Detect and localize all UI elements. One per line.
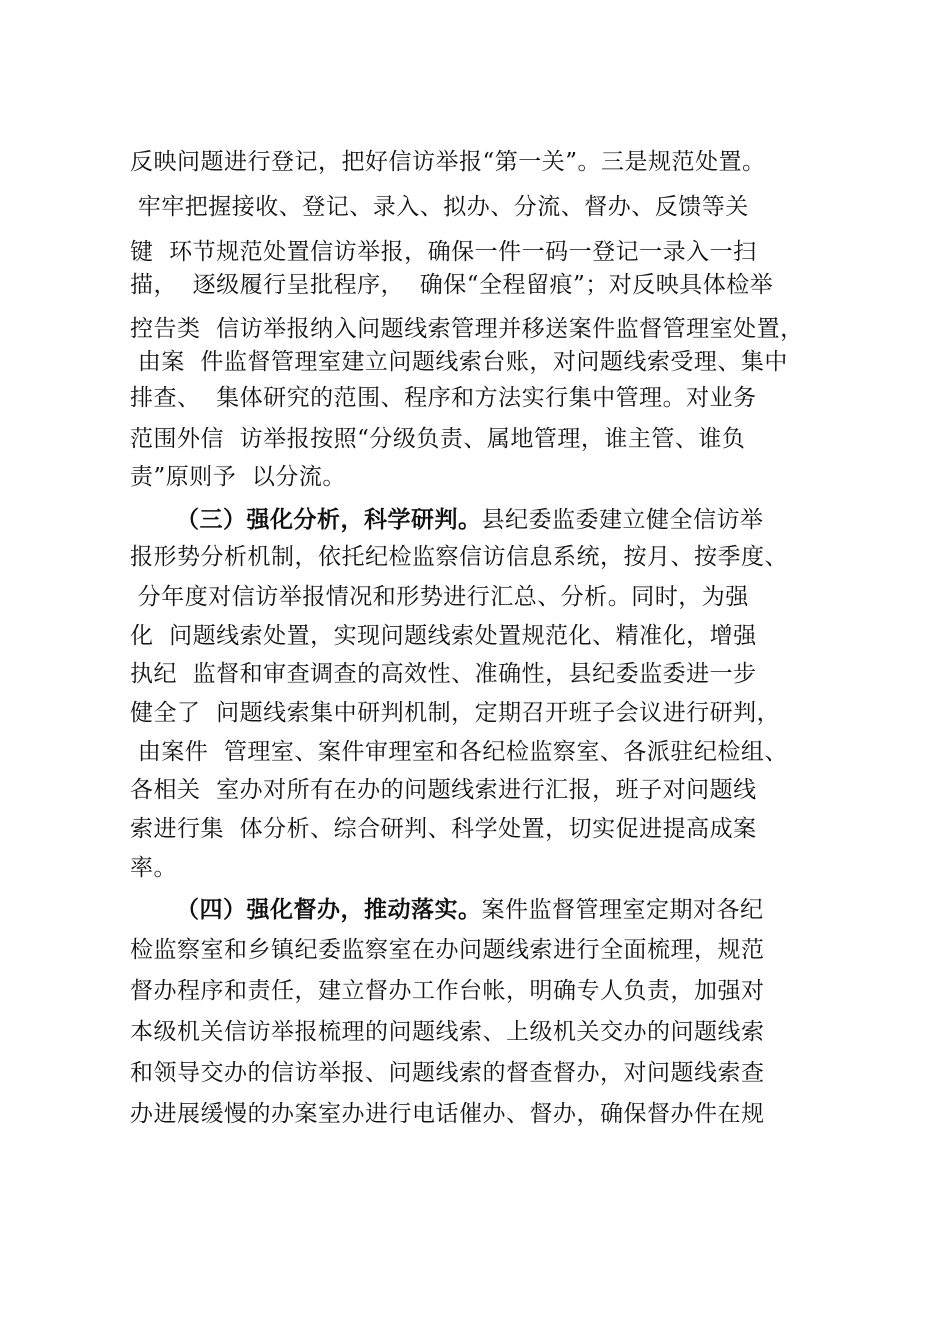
body-text-line: 键 环节规范处置信访举报，确保一件一码一登记一录入一扫 xyxy=(130,239,757,265)
body-text-line: 排查、 集体研究的范围、程序和方法实行集中管理。对业务 xyxy=(130,385,757,411)
body-text-line: 率。 xyxy=(130,855,177,881)
section-4-first-line xyxy=(176,895,764,925)
body-text-line: 分年度对信访举报情况和形势进行汇总、分析。同时，为强 xyxy=(130,584,749,610)
body-text-line: 描， 逐级履行呈批程序， 确保“全程留痕”；对反映具体检举 xyxy=(130,272,774,298)
body-text-line: 控告类 信访举报纳入问题线索管理并移送案件监督管理室处置， xyxy=(130,316,804,342)
body-text-line: 办进展缓慢的办案室办进行电话催办、督办，确保督办件在规 xyxy=(130,1101,765,1127)
body-text-line: 化 问题线索处置，实现问题线索处置规范化、精准化，增强 xyxy=(130,623,757,649)
section-4-first-line-text: 案件监督管理室定期对各纪 xyxy=(481,897,764,923)
body-text-line: 范围外信 访举报按照“分级负责、属地管理，谁主管、谁负 xyxy=(130,426,746,452)
body-text-line: 健全了 问题线索集中研判机制，定期召开班子会议进行研判， xyxy=(130,700,781,726)
body-text-line: 反映问题进行登记，把好信访举报“第一关”。三是规范处置。 xyxy=(130,149,766,175)
section-3-first-line-text: 县纪委监委建立健全信访举 xyxy=(481,507,764,533)
body-text-line: 责”原则予 以分流。 xyxy=(130,464,346,490)
section-3-heading: （三）强化分析，科学研判。 xyxy=(176,506,482,533)
body-text-line: 本级机关信访举报梳理的问题线索、上级机关交办的问题线索 xyxy=(130,1019,765,1045)
body-text-line: 执纪 监督和审查调查的高效性、准确性，县纪委监委进一步 xyxy=(130,661,757,687)
section-3-first-line xyxy=(176,505,764,535)
body-text-line: 报形势分析机制，依托纪检监察信访信息系统，按月、按季度、 xyxy=(130,544,788,570)
body-text-line: 督办程序和责任，建立督办工作台帐，明确专人负责，加强对 xyxy=(130,978,765,1004)
section-4-heading: （四）强化督办，推动落实。 xyxy=(176,896,482,923)
body-text-line: 和领导交办的信访举报、问题线索的督查督办，对问题线索查 xyxy=(130,1060,765,1086)
body-text-line: 由案件 管理室、案件审理室和各纪检监察室、各派驻纪检组、 xyxy=(130,739,788,765)
body-text-line: 由案 件监督管理室建立问题线索台账，对问题线索受理、集中 xyxy=(130,349,788,375)
body-text-line: 牢牢把握接收、登记、录入、拟办、分流、督办、反馈等关 xyxy=(130,194,749,220)
body-text-line: 索进行集 体分析、综合研判、科学处置，切实促进提高成案 xyxy=(130,816,757,842)
body-text-line: 检监察室和乡镇纪委监察室在办问题线索进行全面梳理，规范 xyxy=(130,937,765,963)
body-text-line: 各相关 室办对所有在办的问题线索进行汇报，班子对问题线 xyxy=(130,777,757,803)
